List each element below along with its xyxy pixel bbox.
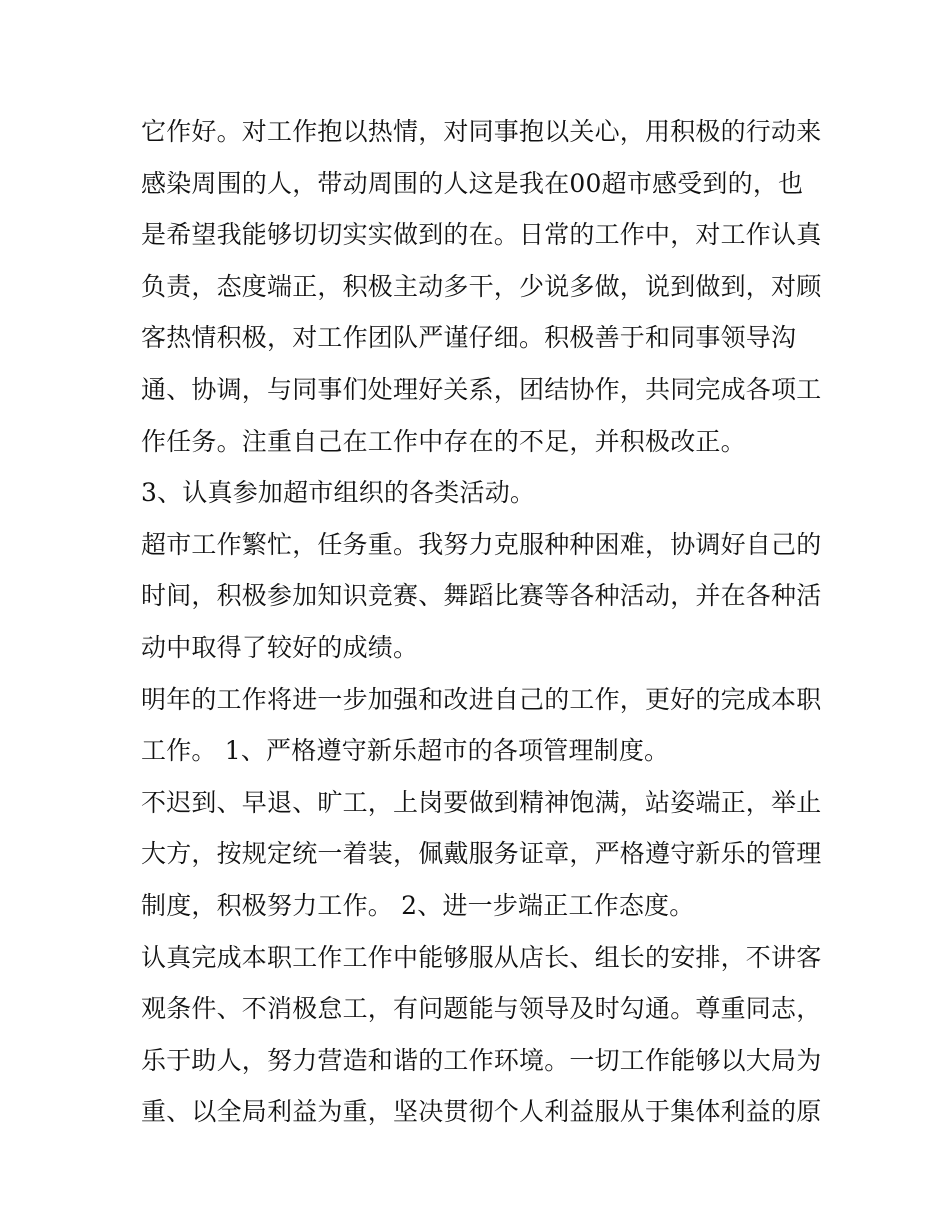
text-line: 乐于助人，努力营造和谐的工作环境。一切工作能够以大局为: [141, 1045, 822, 1075]
text-line: 感染周围的人，带动周围的人这是我在00超市感受到的，也: [141, 168, 804, 198]
text-line: 时间，积极参加知识竞赛、舞蹈比赛等各种活动，并在各种活: [141, 581, 822, 611]
text-line: 重、以全局利益为重，坚决贯彻个人利益服从于集体利益的原: [141, 1097, 822, 1127]
text-line: 作任务。注重自己在工作中存在的不足，并积极改正。: [141, 426, 746, 456]
text-line: 负责，态度端正，积极主动多干，少说多做，说到做到，对顾: [141, 271, 822, 301]
text-line: 观条件、不消极怠工，有问题能与领导及时勾通。尊重同志，: [141, 994, 822, 1024]
text-line: 通、协调，与同事们处理好关系，团结协作，共同完成各项工: [141, 374, 822, 404]
text-line: 大方，按规定统一着装，佩戴服务证章，严格遵守新乐的管理: [141, 839, 822, 869]
text-line: 明年的工作将进一步加强和改进自己的工作，更好的完成本职: [141, 684, 822, 714]
text-line: 超市工作繁忙，任务重。我努力克服种种困难，协调好自己的: [141, 529, 822, 559]
section-heading: 3、认真参加超市组织的各类活动。: [141, 478, 536, 508]
text-line: 客热情积极，对工作团队严谨仔细。积极善于和同事领导沟: [141, 323, 797, 353]
text-line: 它作好。对工作抱以热情，对同事抱以关心，用积极的行动来: [141, 117, 822, 146]
text-line: 制度，积极努力工作。 2、进一步端正工作态度。: [141, 890, 695, 920]
text-line: 认真完成本职工作工作中能够服从店长、组长的安排，不讲客: [141, 942, 822, 972]
text-line: 是希望我能够切切实实做到的在。日常的工作中，对工作认真: [141, 220, 822, 250]
text-line: 工作。 1、严格遵守新乐超市的各项管理制度。: [141, 736, 670, 766]
text-line: 不迟到、早退、旷工，上岗要做到精神饱满，站姿端正，举止: [141, 787, 822, 817]
document-body: [141, 106, 821, 1138]
text-line: 动中取得了较好的成绩。: [141, 632, 419, 662]
